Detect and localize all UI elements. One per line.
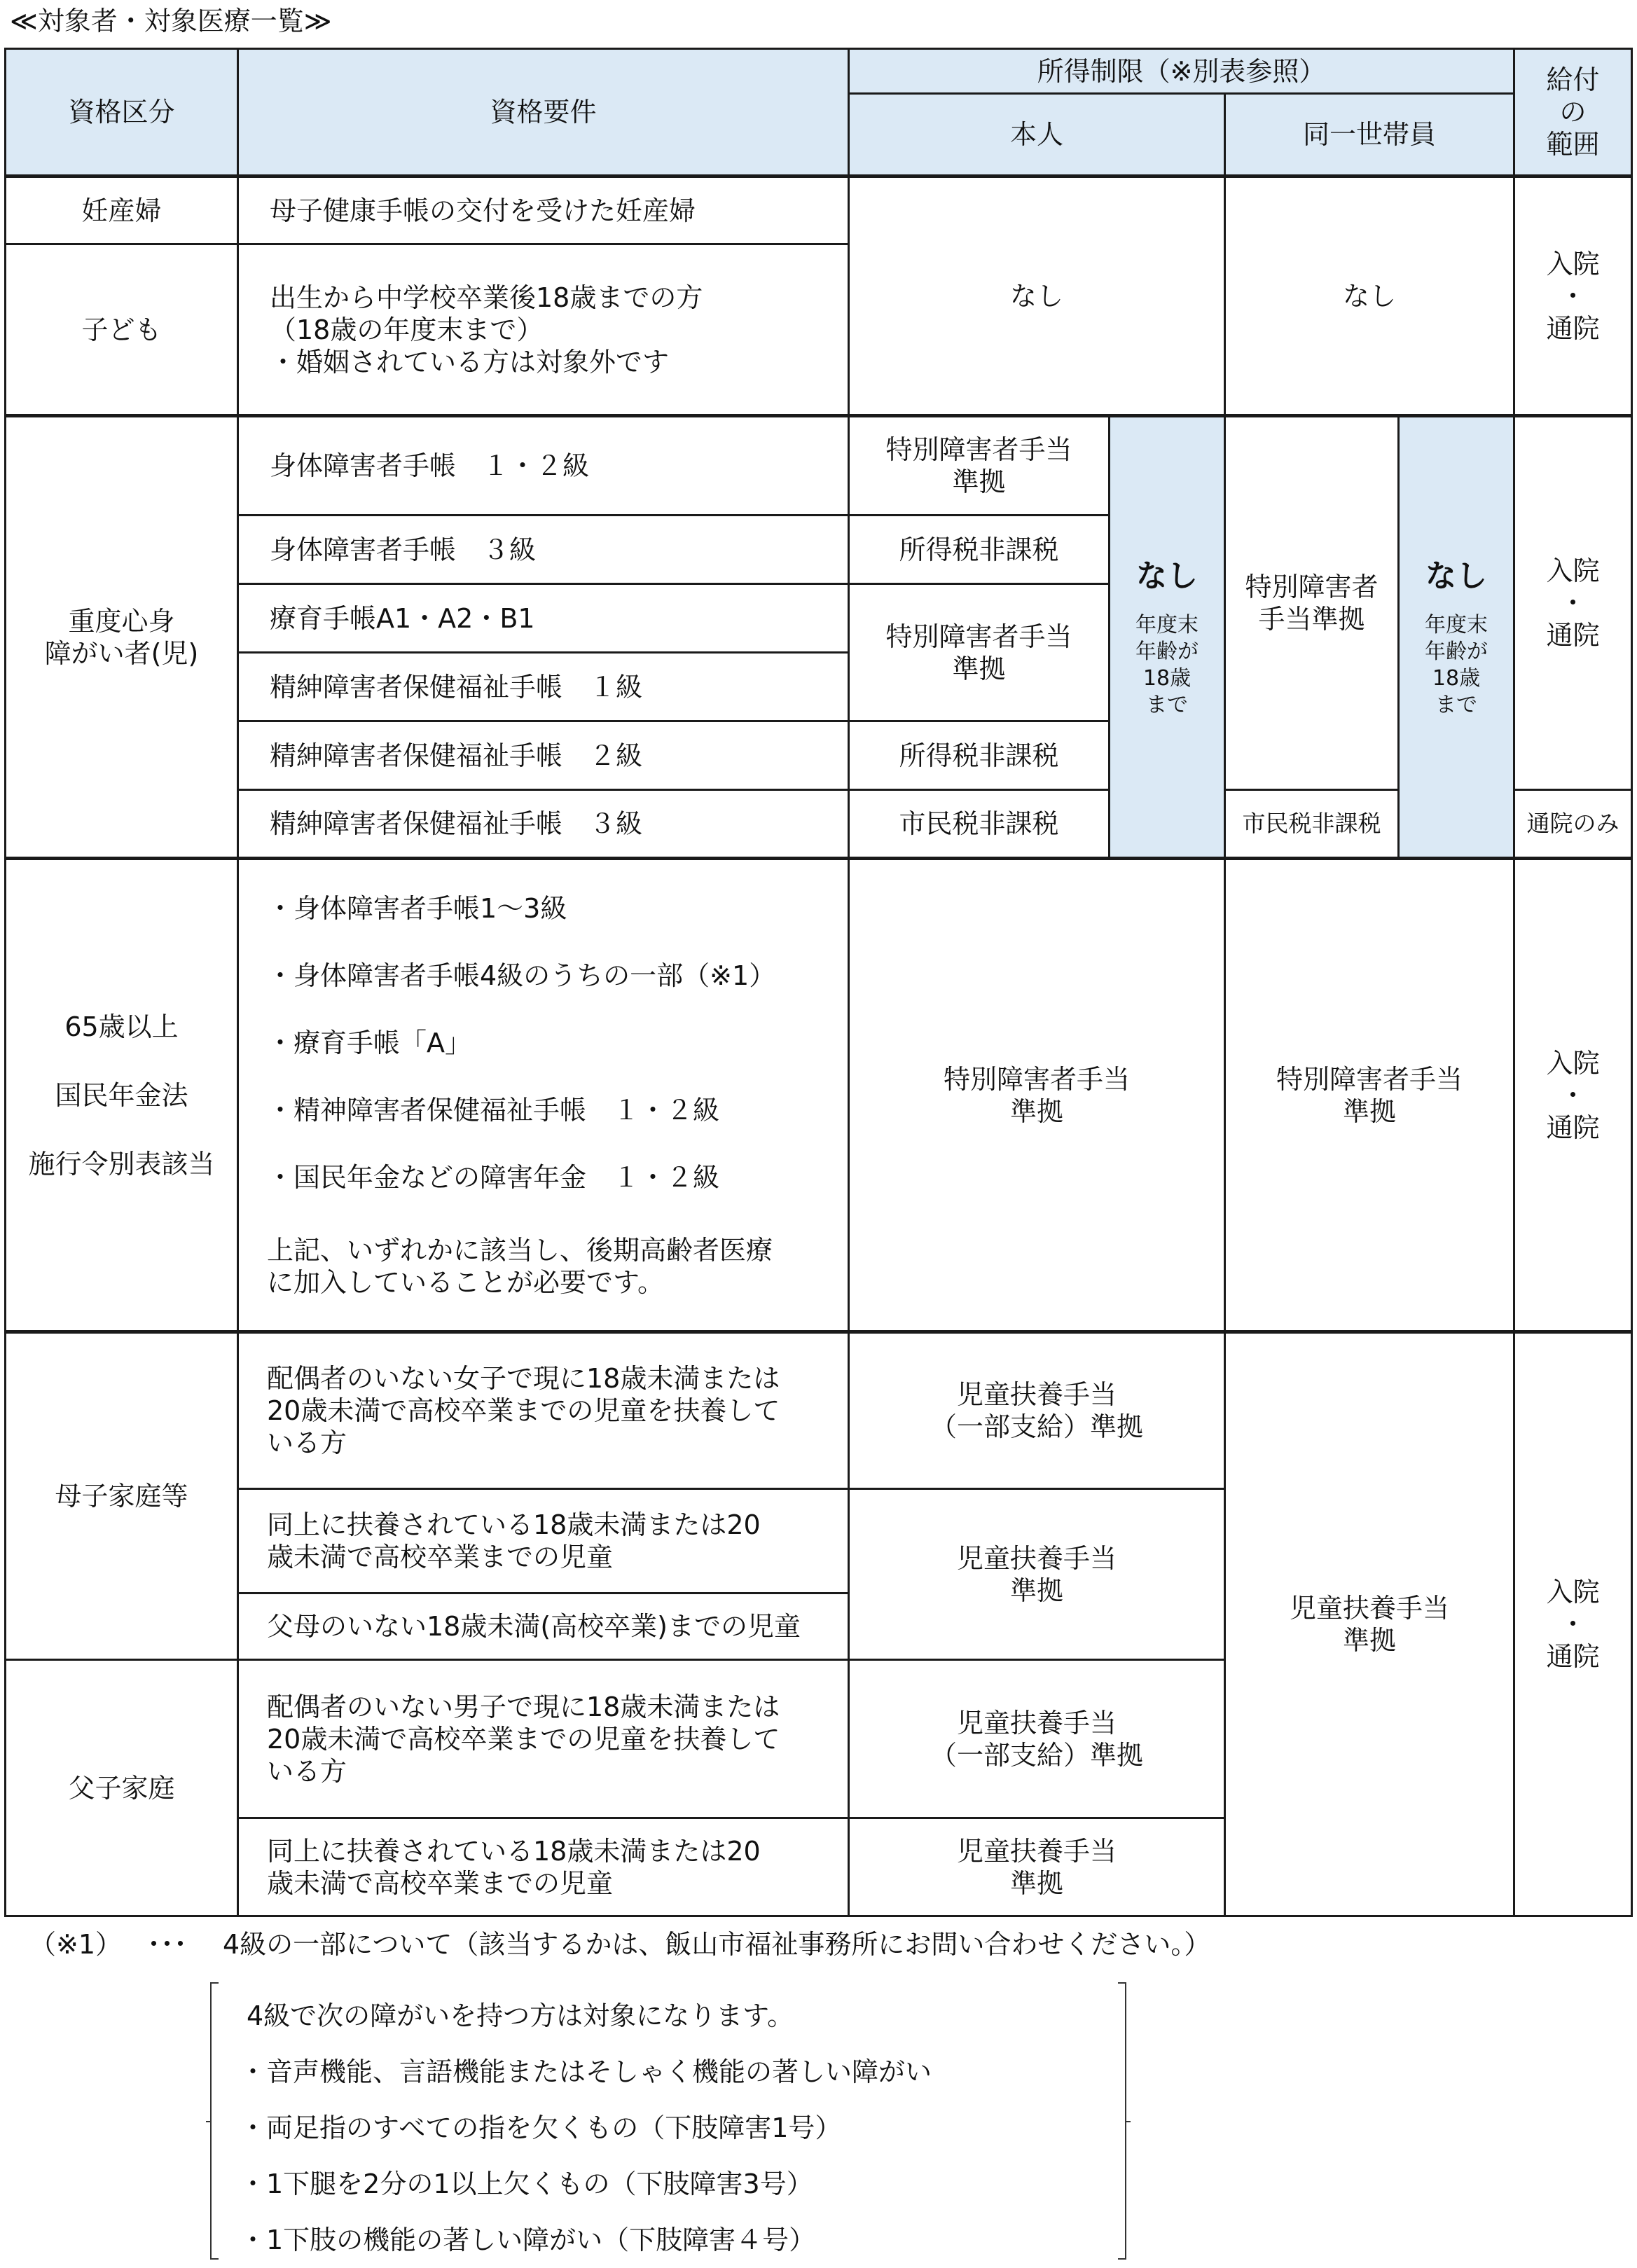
list-item: ・1下肢の機能の著しい障がい（下肢障害４号） <box>240 2225 816 2255</box>
scope-cell: 入院 ・ 通院 <box>1514 177 1632 416</box>
table-row <box>6 790 1632 859</box>
requirement-cell: ・身体障害者手帳1～3級 ・身体障害者手帳4級のうちの一部（※1） ・療育手帳「A」 ・精神障害者保健福祉手帳 １・２級 ・国民年金などの障害年金 １・２級 上記、いずれかに該当し、後期高齢者医療 に加入していることが必要です。 <box>238 859 849 1332</box>
requirement-cell: 同上に扶養されている18歳未満または20 歳未満で高校卒業までの児童 <box>238 1818 849 1916</box>
self-income-cell: 児童扶養手当 準拠 <box>849 1489 1225 1660</box>
requirement-cell: 精紳障害者保健福祉手帳 ３級 <box>238 790 849 859</box>
table-caption: ≪対象者・対象医療一覧≫ <box>10 6 332 36</box>
requirement-cell: 出生から中学校卒業後18歳までの方 （18歳の年度末まで） ・婚姻されている方は対象外です <box>238 244 849 416</box>
footnote-dots: ･･･ <box>147 1929 188 1960</box>
requirement-cell: 精紳障害者保健福祉手帳 １級 <box>238 653 849 721</box>
category-single-mother: 母子家庭等 <box>6 1332 238 1660</box>
requirement-cell: 母子健康手帳の交付を受けた妊産婦 <box>238 177 849 244</box>
footnote <box>29 1925 1210 1964</box>
self-income-cell: 市民税非課税 <box>849 790 1110 859</box>
right-bracket <box>1118 1982 1126 2260</box>
table-row <box>6 416 1632 516</box>
eligibility-table <box>4 48 1633 1917</box>
requirement-cell: 配偶者のいない男子で現に18歳未満または 20歳未満で高校卒業までの児童を扶養して いる方 <box>238 1660 849 1818</box>
self-income-cell: 特別障害者手当 準拠 <box>849 584 1110 721</box>
self-age-exemption-cell: なし 年度末 年齢が 18歳 まで <box>1110 416 1225 859</box>
household-income-cell: 特別障害者 手当準拠 <box>1225 416 1399 790</box>
household-income-cell: 市民税非課税 <box>1225 790 1399 859</box>
footnote-bracket-box <box>210 1982 1126 2257</box>
footnote-text: 4級の一部について（該当するかは、飯山市福祉事務所にお問い合わせください。） <box>223 1929 1211 1960</box>
list-item: ・身体障害者手帳4級のうちの一部（※1） <box>267 960 776 991</box>
self-income-cell: 児童扶養手当 （一部支給）準拠 <box>849 1332 1225 1489</box>
list-item: ・国民年金などの障害年金 １・２級 <box>267 1161 720 1193</box>
category-elderly-disability: 65歳以上 国民年金法 施行令別表該当 <box>6 859 238 1332</box>
requirement-cell: 配偶者のいない女子で現に18歳未満または 20歳未満で高校卒業までの児童を扶養して いる方 <box>238 1332 849 1489</box>
header-household: 同一世帯員 <box>1225 94 1514 177</box>
list-item: ・音声機能、言語機能またはそしゃく機能の著しい障がい <box>240 2056 932 2087</box>
self-income-cell: なし <box>849 177 1225 416</box>
header-scope: 給付 の 範囲 <box>1514 49 1632 177</box>
category-pregnant: 妊産婦 <box>6 177 238 244</box>
footnote-intro: 4級で次の障がいを持つ方は対象になります。 <box>247 2000 794 2031</box>
list-item: ・1下腿を2分の1以上欠くもの（下肢障害3号） <box>240 2169 813 2199</box>
household-income-cell: 特別障害者手当 準拠 <box>1225 859 1514 1332</box>
requirement-cell: 父母のいない18歳未満(高校卒業)までの児童 <box>238 1593 849 1660</box>
requirement-cell: 療育手帳A1・A2・B1 <box>238 584 849 653</box>
requirement-cell: 身体障害者手帳 ３級 <box>238 516 849 584</box>
self-income-cell: 所得税非課税 <box>849 721 1110 790</box>
table-row <box>6 859 1632 1332</box>
category-child: 子ども <box>6 244 238 416</box>
scope-cell: 入院 ・ 通院 <box>1514 859 1632 1332</box>
scope-cell: 入院 ・ 通院 <box>1514 416 1632 790</box>
self-income-cell: 児童扶養手当 （一部支給）準拠 <box>849 1660 1225 1818</box>
household-income-cell: なし <box>1225 177 1514 416</box>
category-severe-disability: 重度心身 障がい者(児) <box>6 416 238 859</box>
list-item: ・身体障害者手帳1～3級 <box>267 892 567 924</box>
self-income-cell: 児童扶養手当 準拠 <box>849 1818 1225 1916</box>
list-item: ・療育手帳「A」 <box>267 1027 471 1058</box>
header-self: 本人 <box>849 94 1225 177</box>
requirement-cell: 同上に扶養されている18歳未満または20 歳未満で高校卒業までの児童 <box>238 1489 849 1593</box>
self-income-cell: 所得税非課税 <box>849 516 1110 584</box>
left-bracket <box>210 1982 219 2260</box>
table-row <box>6 1332 1632 1489</box>
requirement-cell: 身体障害者手帳 １・２級 <box>238 416 849 516</box>
household-age-exemption-cell: なし 年度末 年齢が 18歳 まで <box>1399 416 1514 859</box>
self-income-cell: 特別障害者手当 準拠 <box>849 416 1110 516</box>
category-single-father: 父子家庭 <box>6 1660 238 1916</box>
header-income-limit: 所得制限（※別表参照） <box>849 49 1514 94</box>
table-row <box>6 177 1632 244</box>
scope-cell: 入院 ・ 通院 <box>1514 1332 1632 1916</box>
self-income-cell: 特別障害者手当 準拠 <box>849 859 1225 1332</box>
household-income-cell: 児童扶養手当 準拠 <box>1225 1332 1514 1916</box>
list-item: ・精神障害者保健福祉手帳 １・２級 <box>267 1094 720 1126</box>
header-category: 資格区分 <box>6 49 238 177</box>
requirement-cell: 精紳障害者保健福祉手帳 ２級 <box>238 721 849 790</box>
list-item: ・両足指のすべての指を欠くもの（下肢障害1号） <box>240 2113 842 2143</box>
scope-cell: 通院のみ <box>1514 790 1632 859</box>
footnote-mark: （※1） <box>29 1929 123 1960</box>
header-requirements: 資格要件 <box>238 49 849 177</box>
